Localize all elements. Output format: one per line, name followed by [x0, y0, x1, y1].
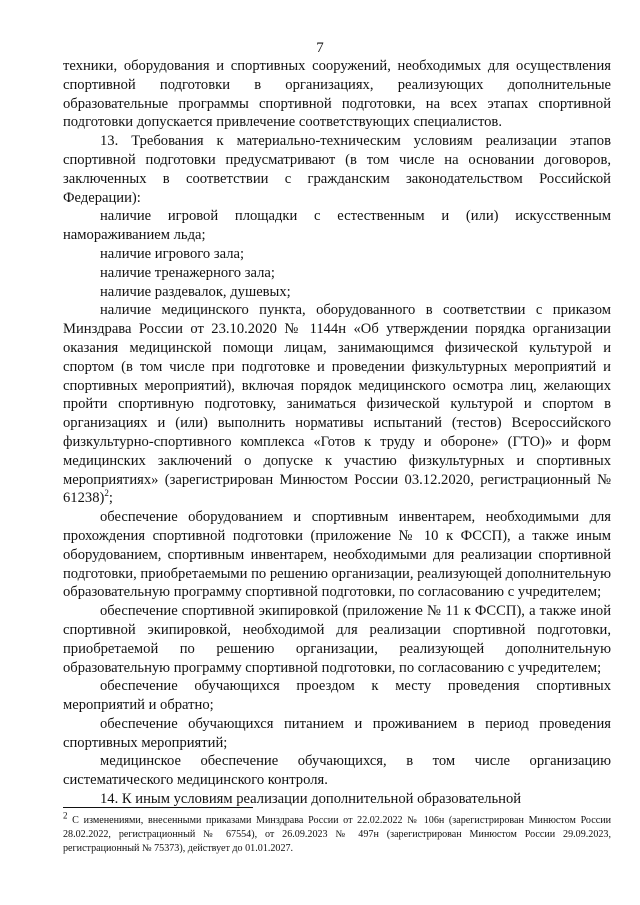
footnote-reference: 2 — [104, 488, 109, 499]
list-item: медицинское обеспечение обучающихся, в том числе организацию систематического медицинского контроля. — [63, 753, 611, 789]
footnote-marker: 2 — [63, 810, 68, 821]
list-item: наличие раздевалок, душевых; — [100, 283, 291, 300]
paragraph-item-13: 13. Требования к материально-техническим условиям реализации этапов спортивной подготовки предусматривают (в том числе на основании договоров, заключенных в соответствии с гражданским законодательством Российской Федерации): — [63, 133, 611, 206]
list-item: обеспечение обучающихся питанием и проживанием в период проведения спортивных мероприятий; — [63, 715, 611, 751]
list-item: наличие игровой площадки с естественным и (или) искусственным намораживанием льда; — [63, 208, 611, 244]
list-item: наличие игрового зала; — [100, 245, 245, 262]
list-item-punctuation: ; — [108, 490, 113, 507]
paragraph-item-14: 14. К иным условиям реализации дополнительной образовательной — [100, 791, 522, 808]
list-item: обеспечение обучающихся проездом к месту проведения спортивных мероприятий и обратно; — [63, 678, 611, 714]
footnote-text: С изменениями, внесенными приказами Минздрава России от 22.02.2022 № 106н (зарегистрирован Минюстом России 28.02.2022, регистрационный № 67554), от 26.09.2023 № 497н (зарегистрирован Минюстом России 29.09.2023, регистрационный № 75373), действует до 01.01.2027. — [63, 815, 611, 854]
list-item: обеспечение спортивной экипировкой (приложение № 11 к ФССП), а также иной спортивной экипировкой, необходимой для реализации спортивной подготовки, приобретаемой по решению организации, реализующей дополнительную образовательную программу спортивной подготовки, по согласованию с учредителем; — [63, 603, 611, 676]
body-text — [63, 57, 611, 809]
list-item: обеспечение оборудованием и спортивным инвентарем, необходимыми для прохождения спортивной подготовки (приложение № 10 к ФССП), а также иным оборудованием, спортивным инвентарем, необходимыми для реализации спортивной подготовки, приобретаемыми по решению организации, реализующей дополнительную образовательную программу спортивной подготовки, по согласованию с учредителем; — [63, 509, 611, 601]
list-item: наличие тренажерного зала; — [100, 264, 275, 281]
paragraph-continuation: техники, оборудования и спортивных сооружений, необходимых для осуществления спортивной подготовки в организациях, реализующих дополнительные образовательные программы спортивной подготовки, на всех этапах спортивной подготовки допускается привлечение соответствующих специалистов. — [63, 58, 611, 131]
page-number: 7 — [316, 40, 324, 56]
list-item-text: наличие медицинского пункта, оборудованного в соответствии с приказом Минздрава России от 23.10.2020 № 1144н «Об утверждении порядка организации оказания медицинской помощи лицам, занимающимся физической культурой и спортом (в том числе при подготовке и проведении физкультурных мероприятий и спортивных мероприятий), включая порядок медицинского осмотра лиц, желающих пройти спортивную подготовку, заниматься физической культурой и спортом в организациях и (или) выполнить нормативы испытаний (тестов) Всероссийского физкультурно-спортивного комплекса «Готов к труду и обороне» (ГТО)» и форм медицинских заключений о допуске к участию физкультурных и спортивных мероприятиях» (зарегистрирован Минюстом России 03.12.2020, регистрационный № 61238) — [63, 302, 611, 507]
footnote-divider — [63, 807, 253, 808]
footnote — [63, 810, 611, 856]
list-item-medical — [63, 301, 611, 508]
